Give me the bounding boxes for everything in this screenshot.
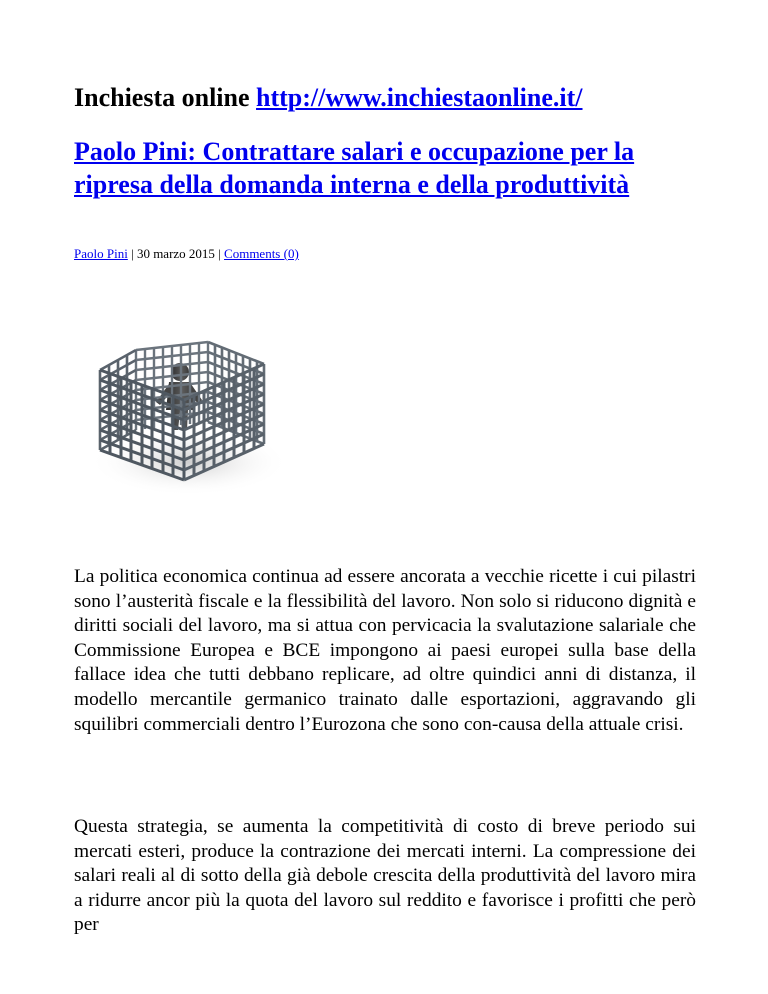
article-paragraph: Questa strategia, se aumenta la competitività di costo di breve periodo sui mercati esteri, produce la contrazione dei mercati interni. La compressione dei salari reali al di sotto della già debole crescita della produttività del lavoro mira a ridurre ancor più la quota del lavoro sul reddito e favorisce i profitti che però per — [74, 816, 696, 936]
article-title — [74, 135, 696, 201]
cage-graphic — [74, 312, 292, 510]
article-date: 30 marzo 2015 — [136, 246, 215, 261]
person-in-cage-illustration — [74, 312, 292, 510]
comments-link[interactable]: Comments (0) — [224, 246, 299, 261]
article-paragraph: La politica economica continua ad essere ancorata a vecchie ricette i cui pilastri sono l’austerità fiscale e la flessibilità del lavoro. Non solo si riducono dignità e diritti sociali del lavoro, ma si attua con pervicacia la svalutazione salariale che Commissione Europea e BCE impongono ai paesi europei sulla base della fallace idea che tutti debbano replicare, ad oltre quindici anni di distanza, il modello mercantile germanico trainato dalle esportazioni, aggravando gli squilibri commerciali dentro l’Eurozona che sono con-causa della attuale crisi. — [74, 566, 696, 735]
site-name: Inchiesta online — [74, 83, 250, 112]
article-title-link[interactable]: Paolo Pini: Contrattare salari e occupazione per la ripresa della domanda interna e della produttività — [74, 137, 635, 199]
site-header — [74, 82, 583, 114]
site-url-link[interactable]: http://www.inchiestaonline.it/ — [256, 83, 583, 112]
article-meta — [74, 245, 299, 263]
author-link[interactable]: Paolo Pini — [74, 246, 128, 261]
meta-separator: | — [214, 246, 225, 261]
meta-separator: | — [127, 246, 137, 261]
